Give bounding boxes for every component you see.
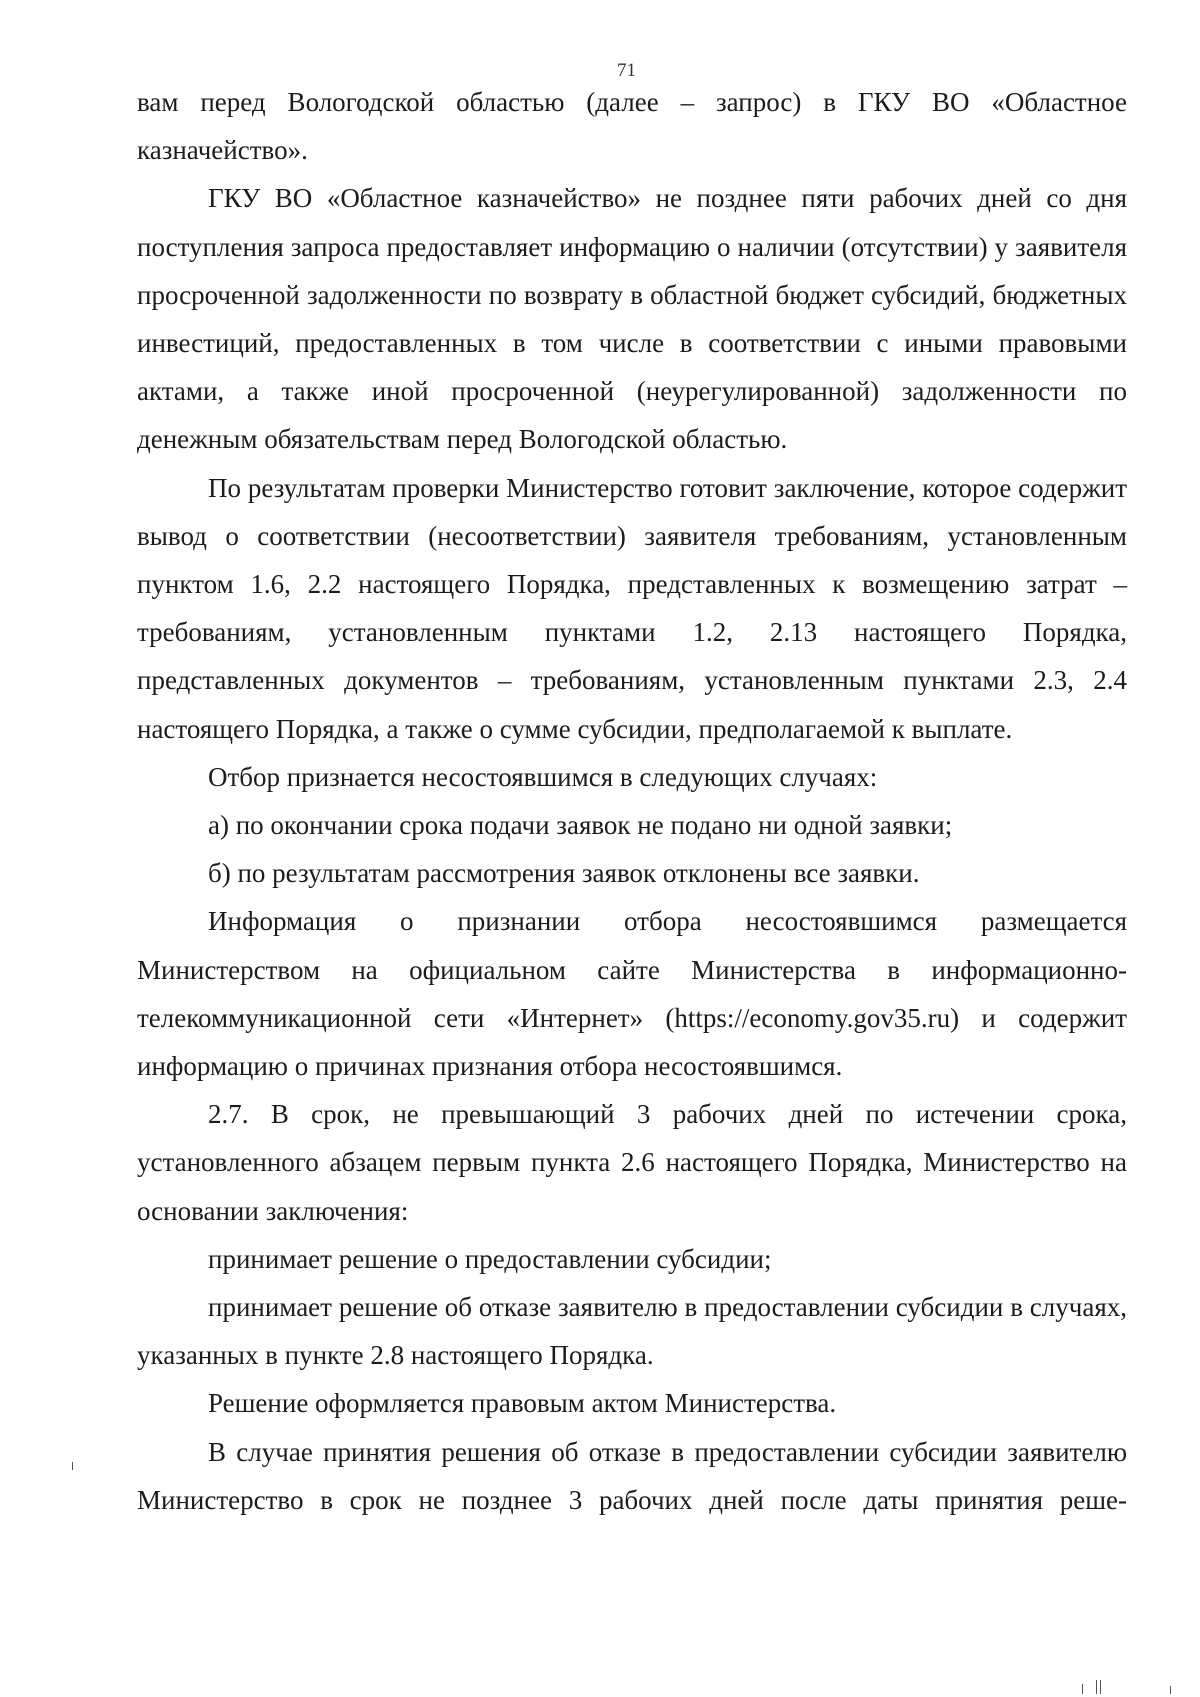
- paragraph-3: По результатам проверки Министерство готовит заключение, которое содержит вывод о соответствии (несоответствии) заявителя требованиям, установленным пунктом 1.6, 2.2 настоящего Порядка, представленных к возмещению затрат – требованиям, установленным пунктами 1.2, 2.13 настоящего Порядка, представленных документов – требованиям, установленным пунктами 2.3, 2.4 настоящего Порядка, а также о сумме субсидии, предполагаемой к выплате.: [137, 472, 1127, 744]
- paragraph-6: б) по результатам рассмотрения заявок отклонены все заявки.: [208, 858, 920, 889]
- paragraph-12: В случае принятия решения об отказе в предоставлении субсидии заявителю Министерство в срок не позднее 3 рабочих дней после даты принятия реше-: [137, 1436, 1127, 1515]
- paragraph-1: вам перед Вологодской областью (далее – запрос) в ГКУ ВО «Областное казначейство».: [137, 87, 1127, 166]
- paragraph-5: а) по окончании срока подачи заявок не подано ни одной заявки;: [208, 810, 953, 841]
- scan-artifact-bottom: [1082, 1684, 1083, 1694]
- page-number: 71: [617, 60, 636, 81]
- document-body: [137, 78, 1127, 1524]
- paragraph-2: ГКУ ВО «Областное казначейство» не позднее пяти рабочих дней со дня поступления запроса предоставляет информацию о наличии (отсутствии) у заявителя просроченной задолженности по возврату в областной бюджет субсидий, бюджетных инвестиций, предоставленных в том числе в соответствии с иными правовыми актами, а также иной просроченной (неурегулированной) задолженности по денежным обязательствам перед Вологодской областью.: [137, 183, 1127, 455]
- scan-artifact-bottom-4: [1170, 1686, 1171, 1694]
- paragraph-8: 2.7. В срок, не превышающий 3 рабочих дней по истечении срока, установленного абзацем первым пункта 2.6 настоящего Порядка, Министерство на основании заключения:: [137, 1099, 1127, 1226]
- scan-artifact-bottom-2: [1096, 1680, 1097, 1694]
- paragraph-4: Отбор признается несостоявшимся в следующих случаях:: [208, 761, 878, 792]
- scan-artifact-bottom-3: [1100, 1680, 1101, 1694]
- paragraph-9: принимает решение о предоставлении субсидии;: [208, 1243, 772, 1274]
- paragraph-7: Информация о признании отбора несостоявшимся размещается Министерством на официальном сайте Министерства в информационно-телекоммуникационной сети «Интернет» (https://economy.gov35.ru) и содержит информацию о причинах признания отбора несостоявшимся.: [137, 906, 1127, 1082]
- paragraph-10: принимает решение об отказе заявителю в предоставлении субсидии в случаях, указанных в пункте 2.8 настоящего Порядка.: [137, 1292, 1127, 1371]
- paragraph-11: Решение оформляется правовым актом Министерства.: [208, 1388, 837, 1419]
- scan-artifact-left: [72, 1462, 73, 1470]
